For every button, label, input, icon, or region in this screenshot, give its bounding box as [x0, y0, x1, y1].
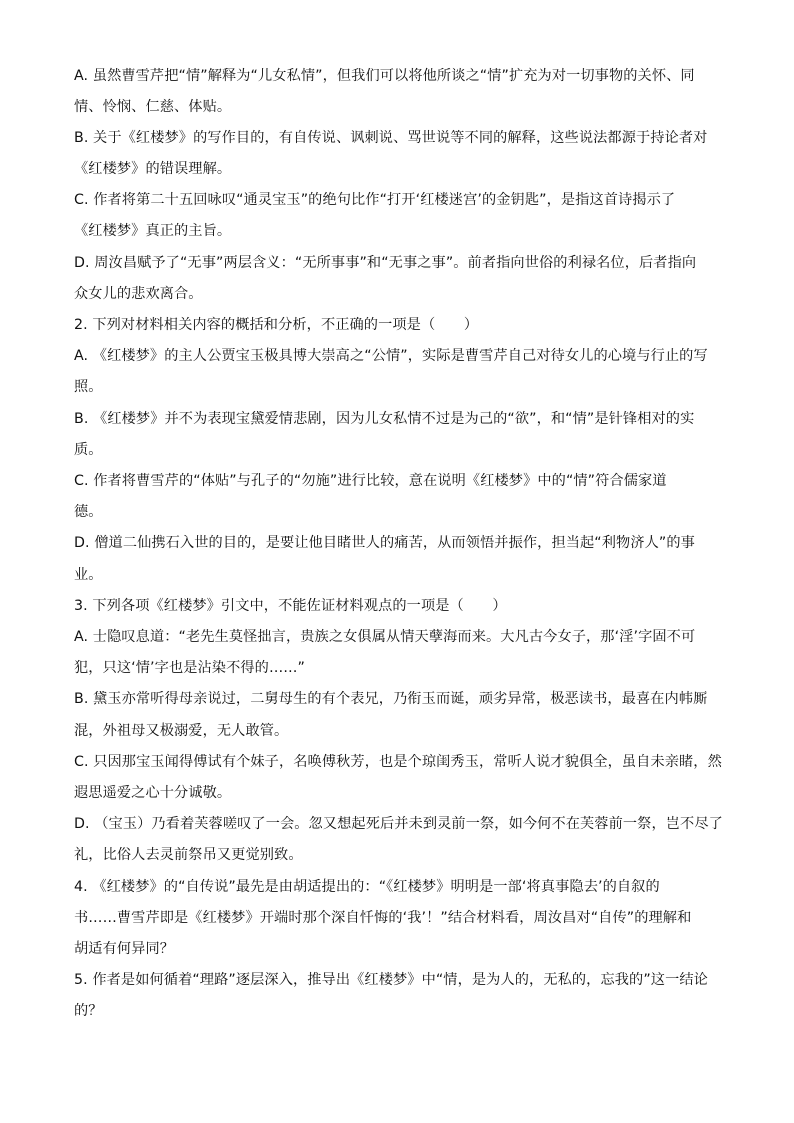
q2-option-b-line-1: B. 《红楼梦》并不为表现宝黛爱情悲剧，因为儿女私情不过是为己的“欲”，和“情”是针锋相对的实	[74, 411, 695, 427]
q1-option-a-line-2: 情、怜悯、仁慈、体贴。	[74, 99, 232, 115]
q2-option-c-line-1: C. 作者将曹雪芹的“体贴”与孔子的“勿施”进行比较，意在说明《红楼梦》中的“情”符合儒家道	[74, 473, 667, 489]
question-5-line-2: 的？	[74, 1003, 103, 1019]
question-2-stem: 2. 下列对材料相关内容的概括和分析，不正确的一项是（ ）	[74, 317, 479, 333]
q2-option-a-line-1: A. 《红楼梦》的主人公贾宝玉极具博大崇高之“公情”，实际是曹雪芹自己对待女儿的心境与行止的写	[74, 348, 708, 364]
q1-option-b-line-2: 《红楼梦》的错误理解。	[74, 161, 232, 177]
question-4-line-1: 4. 《红楼梦》的“自传说”最先是由胡适提出的：“《红楼梦》明明是一部‘将真事隐去’的自叙的	[74, 879, 660, 895]
q2-option-d-line-2: 业。	[74, 567, 103, 583]
q2-option-a-line-2: 照。	[74, 379, 103, 395]
q3-option-d-line-1: D. （宝玉）乃看着芙蓉嗟叹了一会。忽又想起死后并未到灵前一祭，如今何不在芙蓉前一祭，岂不尽了	[74, 816, 723, 832]
q1-option-d-line-1: D. 周汝昌赋予了“无事”两层含义：“无所事事”和“无事之事”。前者指向世俗的利禄名位，后者指向	[74, 255, 697, 271]
q3-option-a-line-2: 犯，只这‘情’字也是沾染不得的……”	[74, 660, 305, 676]
q3-option-a-line-1: A. 士隐叹息道：“老先生莫怪拙言，贵族之女俱属从情天孽海而来。大凡古今女子，那‘淫’字固不可	[74, 629, 696, 645]
q2-option-b-line-2: 质。	[74, 442, 103, 458]
q3-option-b-line-2: 混，外祖母又极溺爱，无人敢管。	[74, 723, 289, 739]
question-5-line-1: 5. 作者是如何循着“理路”逐层深入，推导出《红楼梦》中“情，是为人的，无私的，忘我的”这一结论	[74, 972, 708, 988]
q1-option-d-line-2: 众女儿的悲欢离合。	[74, 286, 203, 302]
q1-option-c-line-2: 《红楼梦》真正的主旨。	[74, 223, 232, 239]
q3-option-c-line-2: 遐思遥爱之心十分诚敬。	[74, 785, 232, 801]
q1-option-c-line-1: C. 作者将第二十五回咏叹“通灵宝玉”的绝句比作“打开‘红楼迷宫’的金钥匙”，是指这首诗揭示了	[74, 192, 676, 208]
q1-option-b-line-1: B. 关于《红楼梦》的写作目的，有自传说、讽刺说、骂世说等不同的解释，这些说法都源于持论者对	[74, 130, 708, 146]
q3-option-b-line-1: B. 黛玉亦常听得母亲说过，二舅母生的有个表兄，乃衔玉而诞，顽劣异常，极恶读书，最喜在内帏厮	[74, 691, 708, 707]
question-4-line-3: 胡适有何异同？	[74, 941, 175, 957]
q2-option-d-line-1: D. 僧道二仙携石入世的目的，是要让他目睹世人的痛苦，从而领悟并振作，担当起“利物济人”的事	[74, 535, 695, 551]
q1-option-a-line-1: A. 虽然曹雪芹把“情”解释为“儿女私情”，但我们可以将他所谈之“情”扩充为对一切事物的关怀、同	[74, 68, 695, 84]
q3-option-c-line-1: C. 只因那宝玉闻得傅试有个妹子，名唤傅秋芳，也是个琼闺秀玉，常听人说才貌俱全，虽自未亲睹，然	[74, 754, 722, 770]
q2-option-c-line-2: 德。	[74, 504, 103, 520]
question-4-line-2: 书……曹雪芹即是《红楼梦》开端时那个深自忏悔的‘我’！”结合材料看，周汝昌对“自传”的理解和	[74, 910, 692, 926]
question-3-stem: 3. 下列各项《红楼梦》引文中，不能佐证材料观点的一项是（ ）	[74, 598, 507, 614]
q3-option-d-line-2: 礼，比俗人去灵前祭吊又更觉别致。	[74, 847, 303, 863]
